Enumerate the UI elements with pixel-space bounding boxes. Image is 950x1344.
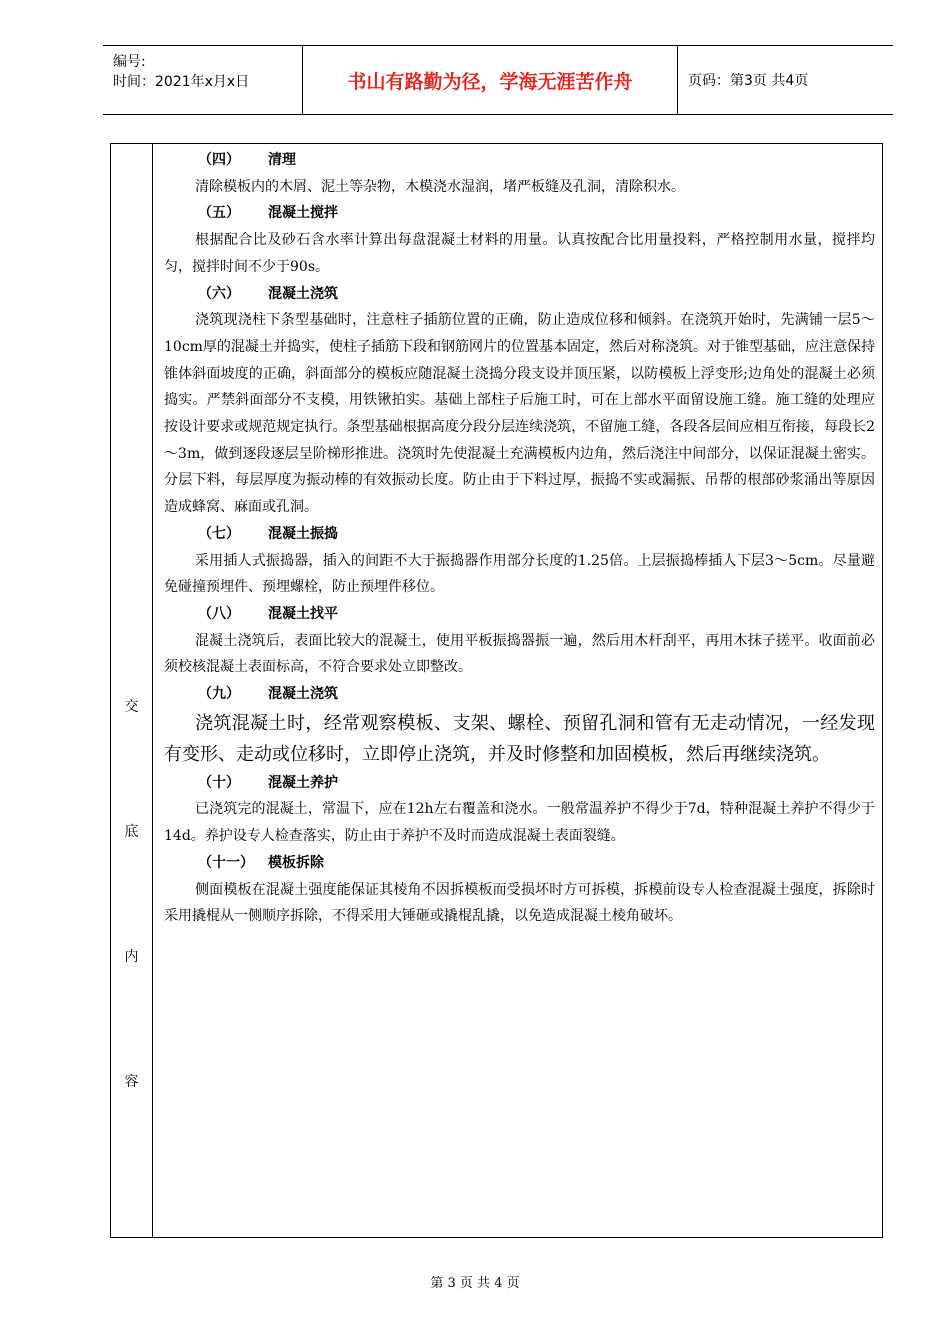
side-label-char: 底 <box>124 824 139 840</box>
disclosure-table <box>110 143 883 1238</box>
section-text: 采用插人式振捣器，插入的间距不大于振捣器作用部分长度的1.25倍。上层振捣棒插人下层3～5cm。尽量避免碰撞预埋件、预埋螺栓，防止预埋件移位。 <box>164 552 875 596</box>
section-text: 浇筑混凝土时，经常观察模板、支架、螺栓、预留孔洞和管有无走动情况，一经发现有变形、走动或位移时，立即停止浇筑，并及时修整和加固模板，然后再继续浇筑。 <box>164 712 875 765</box>
date-label: 时间：2021年x月x日 <box>113 74 250 90</box>
section-heading: （八） 混凝土找平 <box>198 605 338 622</box>
section-heading: （四） 清理 <box>198 152 296 168</box>
header-page-label: 页码：第3页 共4页 <box>688 73 809 89</box>
section-heading: （十一） 模板拆除 <box>198 854 324 871</box>
section-heading: （五） 混凝土搅拌 <box>198 205 338 222</box>
side-label-char: 容 <box>124 1074 139 1090</box>
content-body <box>153 147 875 930</box>
section-heading: （九） 混凝土浇筑 <box>198 686 338 703</box>
side-label-char: 内 <box>124 949 139 965</box>
section-text: 根据配合比及砂石含水率计算出每盘混凝土材料的用量。认真按配合比用量投料，严格控制用水量，搅拌均匀，搅拌时间不少于90s。 <box>164 232 875 275</box>
section-heading: （七） 混凝土振捣 <box>198 525 338 542</box>
side-label-column <box>111 144 153 1237</box>
section-text: 浇筑现浇柱下条型基础时，注意柱子插筋位置的正确，防止造成位移和倾斜。在浇筑开始时，先满铺一层5～10cm厚的混凝土并捣实，使柱子插筋下段和钢筋网片的位置基本固定，然后对称浇筑。对于锥型基础，应注意保持锥体斜面坡度的正确，斜面部分的模板应随混凝土浇捣分段支设并顶压紧，以防模板上浮变形;边角处的混凝土必须捣实。严禁斜面部分不支模，用铁锹拍实。基础上部柱子后施工时，可在上部水平面留设施工缝。施工缝的处理应按设计要求或规范规定执行。条型基础根据高度分段分层连续浇筑，不留施工缝，各段各层间应相互衔接，每段长2～3m，做到逐段逐层呈阶梯形推进。浇筑时先使混凝土充满模板内边角，然后浇注中间部分，以保证混凝土密实。分层下料，每层厚度为振动棒的有效振动长度。防止由于下料过厚，振捣不实或漏振、吊帮的根部砂浆涌出等原因造成蜂窝、麻面或孔洞。 <box>164 312 875 516</box>
section-text: 清除模板内的木屑、泥土等杂物，木模浇水湿润，堵严板缝及孔洞，清除积水。 <box>195 178 685 195</box>
page-header <box>103 45 893 115</box>
section-heading: （十） 混凝土养护 <box>198 774 338 791</box>
page-footer: 第 3 页 共 4 页 <box>430 1276 520 1291</box>
code-label: 编号: <box>113 54 146 70</box>
section-text: 侧面模板在混凝土强度能保证其棱角不因拆模板而受损坏时方可拆模，拆模前设专人检查混凝土强度，拆除时采用撬棍从一侧顺序拆除，不得采用大锤砸或撬棍乱撬，以免造成混凝土棱角破坏。 <box>164 881 875 925</box>
section-heading: （六） 混凝土浇筑 <box>198 285 338 302</box>
section-text: 已浇筑完的混凝土，常温下，应在12h左右覆盖和浇水。一般常温养护不得少于7d，特种混凝土养护不得少于14d。养护设专人检查落实，防止由于养护不及时而造成混凝土表面裂缝。 <box>164 801 875 845</box>
header-motto: 书山有路勤为径，学海无涯苦作舟 <box>303 46 678 114</box>
side-label-char: 交 <box>124 699 139 715</box>
section-text: 混凝土浇筑后，表面比较大的混凝土，使用平板振捣器振一遍，然后用木杆刮平，再用木抹子搓平。收面前必须校核混凝土表面标高，不符合要求处立即整改。 <box>164 632 875 676</box>
header-meta <box>103 46 303 114</box>
